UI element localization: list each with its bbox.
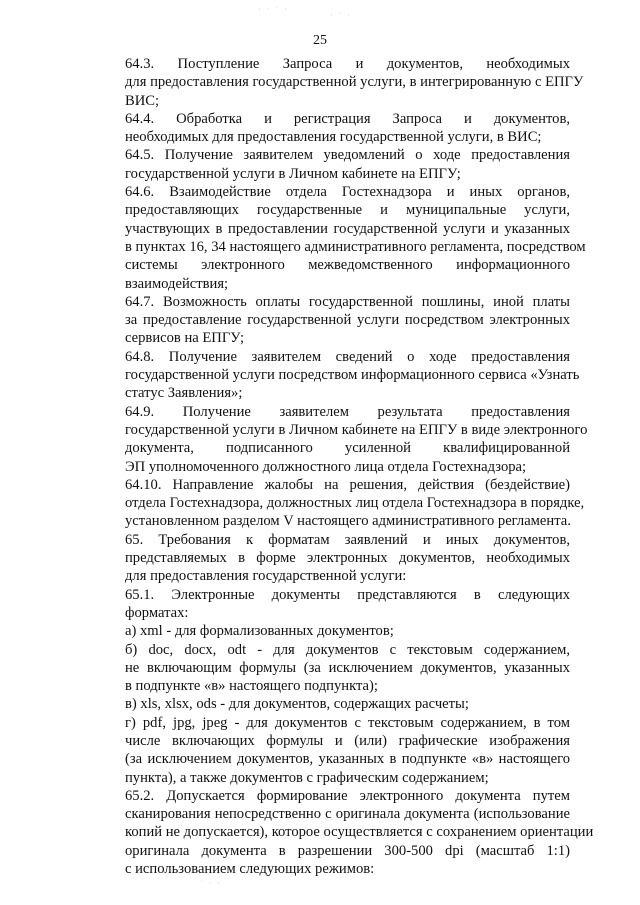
paragraph-p64-7 — [89, 293, 570, 348]
scan-noise: · ˙ · — [330, 11, 352, 20]
paragraph-p64-3 — [89, 55, 584, 110]
text-line: государственной услуги в Личном кабинете на ЕПГУ в виде электронного — [125, 421, 588, 438]
text-line: копий не допускается), которое осуществляется с сохранением ориентации — [125, 824, 594, 841]
text-line: ЭП уполномоченного должностного лица отдела Гостехнадзора; — [125, 458, 527, 475]
text-line: 64.9. Получение заявителем результата предоставления — [125, 403, 570, 420]
text-line: 65.2. Допускается формирование электронного документа путем — [125, 787, 570, 804]
text-line: ВИС; — [125, 92, 160, 109]
text-line: б) doc, docx, odt - для документов с текстовым содержанием, — [125, 641, 570, 658]
paragraph-p65-2 — [89, 787, 594, 878]
text-line: предоставляющих государственные и муниципальные услуги, — [125, 202, 570, 219]
text-line: в пунктах 16, 34 настоящего административного регламента, посредством — [125, 238, 586, 255]
text-line: для предоставления государственной услуги, в интегрированную с ЕПГУ — [125, 74, 584, 91]
text-line: установленном разделом V настоящего административного регламента. — [125, 513, 571, 530]
scan-noise: ˙ · · — [200, 879, 222, 888]
page-number: 25 — [313, 33, 327, 48]
text-line: необходимых для предоставления государственной услуги, в ВИС; — [125, 129, 542, 146]
paragraph-p64-4 — [89, 110, 570, 147]
text-line: сервисов на ЕПГУ; — [125, 330, 245, 347]
text-line: представляемых в форме электронных документов, необходимых — [125, 550, 570, 567]
text-line: с использованием следующих режимов: — [125, 861, 375, 878]
text-line: не включающим формулы (за исключением документов, указанных — [125, 659, 570, 676]
text-line: в) xls, xlsx, ods - для документов, содержащих расчеты; — [125, 696, 469, 713]
paragraph-p64-10 — [89, 476, 585, 531]
paragraph-p64-6 — [89, 183, 586, 293]
document-body — [89, 55, 594, 878]
paragraph-p65-1-g — [89, 714, 570, 787]
text-line: 65. Требования к форматам заявлений и иных документов, — [125, 531, 570, 548]
text-line: документа, подписанного усиленной квалифицированной — [125, 440, 570, 457]
paragraph-p65-1-a — [89, 622, 570, 640]
text-line: отдела Гостехнадзора, должностных лиц отдела Гостехнадзора в порядке, — [125, 495, 585, 512]
text-line: оригинала документа в разрешении 300-500 dpi (масштаб 1:1) — [125, 842, 570, 859]
text-line: 64.7. Возможность оплаты государственной пошлины, иной платы — [125, 293, 570, 310]
text-line: г) pdf, jpg, jpeg - для документов с текстовым содержанием, в том — [125, 714, 570, 731]
text-line: взаимодействия; — [125, 275, 229, 292]
text-line: форматах: — [125, 604, 189, 621]
paragraph-p65-1 — [89, 586, 570, 623]
text-line: государственной услуги в Личном кабинете на ЕПГУ; — [125, 165, 461, 182]
text-line: государственной услуги посредством информационного сервиса «Узнать — [125, 367, 580, 384]
text-line: 64.8. Получение заявителем сведений о ходе предоставления — [125, 348, 570, 365]
scan-noise: · · ˙ · — [258, 5, 289, 14]
text-line: 65.1. Электронные документы представляются в следующих — [125, 586, 570, 603]
text-line: за предоставление государственной услуги посредством электронных — [125, 312, 570, 329]
text-line: 64.3. Поступление Запроса и документов, необходимых — [125, 56, 570, 72]
text-line: 64.6. Взаимодействие отдела Гостехнадзора и иных органов, — [125, 184, 570, 201]
text-line: системы электронного межведомственного информационного — [125, 257, 570, 274]
text-line: 64.10. Направление жалобы на решения, действия (бездействие) — [125, 476, 570, 493]
text-line: пункта), а также документов с графическим содержанием; — [125, 769, 489, 786]
paragraph-p65 — [89, 531, 570, 586]
text-line: (за исключением документов, указанных в подпункте «в» настоящего — [125, 751, 570, 768]
paragraph-p64-9 — [89, 403, 588, 476]
text-line: 64.4. Обработка и регистрация Запроса и документов, — [125, 110, 570, 127]
paragraph-p64-8 — [89, 348, 580, 403]
text-line: а) xml - для формализованных документов; — [125, 623, 394, 640]
text-line: сканирования непосредственно с оригинала документа (использование — [125, 806, 570, 823]
text-line: числе включающих формулы и (или) графические изображения — [125, 732, 570, 749]
paragraph-p65-1-v — [89, 695, 570, 713]
paragraph-p65-1-b — [89, 641, 570, 696]
text-line: статус Заявления»; — [125, 385, 243, 402]
text-line: 64.5. Получение заявителем уведомлений о ходе предоставления — [125, 147, 570, 164]
text-line: участвующих в предоставлении государственной услуги и указанных — [125, 220, 570, 237]
paragraph-p64-5 — [89, 146, 570, 183]
text-line: для предоставления государственной услуги: — [125, 568, 407, 585]
text-line: в подпункте «в» настоящего подпункта); — [125, 678, 378, 695]
